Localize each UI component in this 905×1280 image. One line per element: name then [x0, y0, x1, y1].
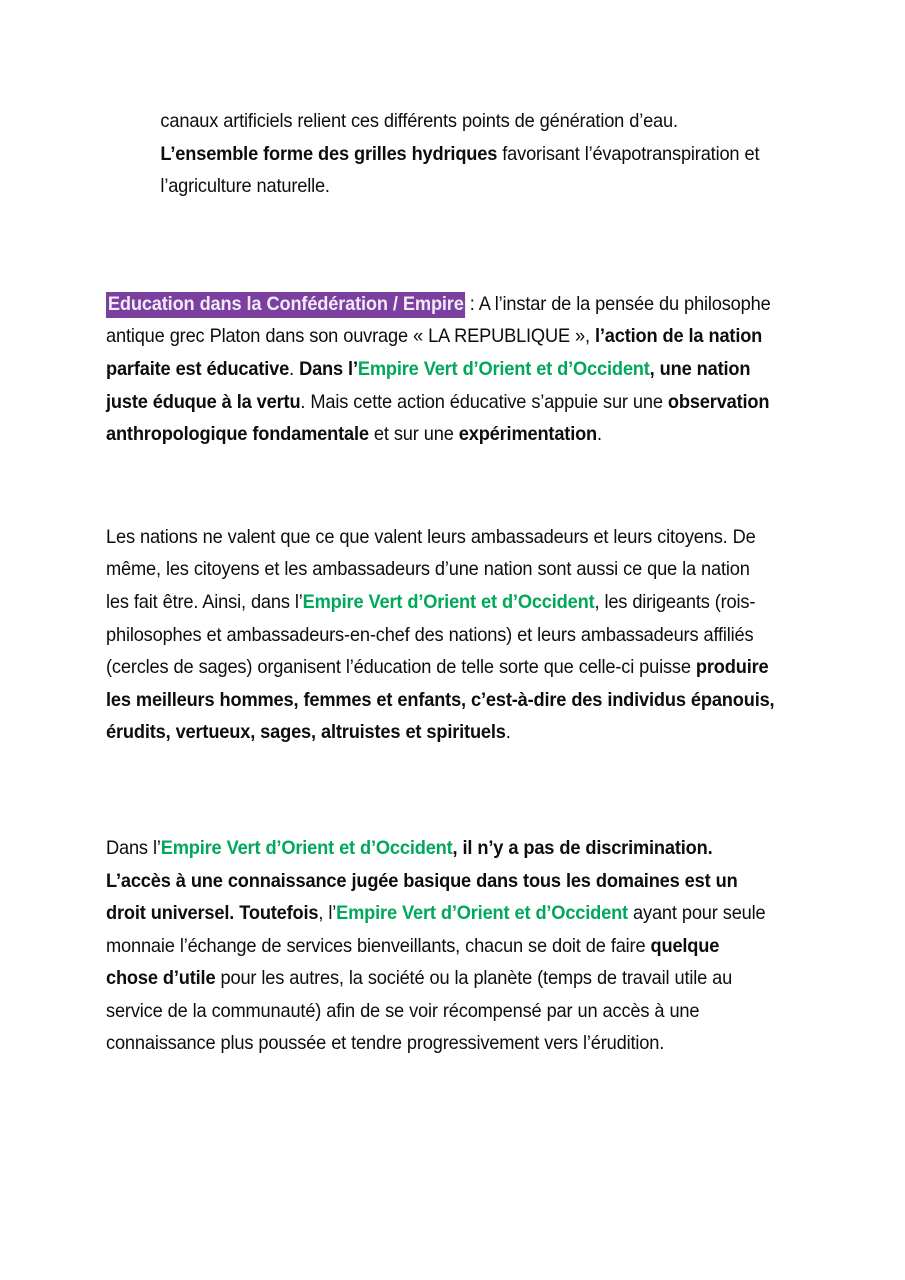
p4-text-h: pour les autres, la société ou la planète (temps de travail utile au service de la communauté) afin de se voir récompensé par un accès à une connaissance plus poussée et tendre progressivement vers l’érudition.: [106, 968, 733, 1055]
p4-green-empire-vert-1: Empire Vert d’Orient et d’Occident: [160, 837, 453, 859]
p3-bold-produire-meilleurs: produire les meilleurs hommes, femmes et enfants, c’est-à-dire des individus épanouis, érudits, vertueux, sages, altruistes et spirituels: [106, 657, 775, 744]
p2-bold-observation: observation anthropologique fondamentale: [106, 391, 770, 446]
paragraph-spacer-3: [106, 750, 806, 833]
p1-bold-ensemble: L’ensemble forme des grilles hydriques: [160, 143, 498, 165]
p2-bold-dans: Dans l’: [299, 358, 358, 380]
p2-bold-experimentation: expérimentation: [458, 424, 598, 446]
p3-green-empire-vert: Empire Vert d’Orient et d’Occident: [302, 591, 595, 613]
paragraph-spacer-2: [106, 452, 806, 522]
p2-green-empire-vert: Empire Vert d’Orient et d’Occident: [357, 358, 650, 380]
p4-text-a: Dans l’: [106, 837, 161, 859]
p2-text-i: et sur une: [368, 424, 459, 446]
paragraph-nations-ambassadeurs: [106, 522, 775, 750]
p3-text-c: , les dirigeants (rois-philosophes et ambassadeurs-en-chef des nations) et leurs ambassadeurs affiliés (cercles de sages) organisent l’éducation de telle sorte que celle-ci puisse: [106, 591, 756, 679]
p3-text-a: Les nations ne valent que ce que valent leurs ambassadeurs et leurs citoyens. De même, les citoyens et les ambassadeurs d’une nation sont aussi ce que la nation les fait être. Ainsi, dans l’: [106, 526, 756, 613]
p2-bold-nation-juste: , une nation juste éduque à la vertu: [106, 358, 751, 413]
p4-green-empire-vert-2: Empire Vert d’Orient et d’Occident: [336, 903, 628, 925]
p4-bold-discrimination: , il n’y a pas de discrimination. L’accès à une connaissance jugée basique dans tous les domaines est un droit universel. Toutefois: [106, 837, 738, 925]
p2-bold-action-nation: l’action de la nation parfaite est éducative: [106, 326, 763, 380]
paragraph-education-confederation: [106, 289, 775, 452]
p2-text-g: . Mais cette action éducative s’appuie sur une: [300, 391, 668, 413]
p2-text-a: : A l’instar de la pensée du philosophe antique grec Platon dans son ouvrage « LA REPUBLIQUE »,: [106, 293, 771, 348]
p4-text-d: , l’: [318, 903, 337, 925]
p3-text-e: .: [505, 722, 511, 744]
p1-text-a: canaux artificiels relient ces différents points de génération d’eau.: [160, 111, 678, 132]
p4-bold-quelque-chose-utile: quelque chose d’utile: [106, 935, 720, 990]
p1-text-c: favorisant l’évapotranspiration et l’agriculture naturelle.: [160, 143, 760, 198]
paragraph-hydric-grids: [106, 106, 775, 204]
section-heading-highlight: Education dans la Confédération / Empire: [106, 292, 465, 318]
p2-text-c: .: [289, 358, 300, 380]
paragraph-discrimination-acces: [106, 833, 775, 1061]
document-body: [106, 106, 806, 1061]
p2-text-k: .: [597, 424, 602, 446]
p4-text-f: ayant pour seule monnaie l’échange de services bienveillants, chacun se doit de faire: [106, 903, 766, 957]
paragraph-spacer-1: [106, 204, 806, 289]
